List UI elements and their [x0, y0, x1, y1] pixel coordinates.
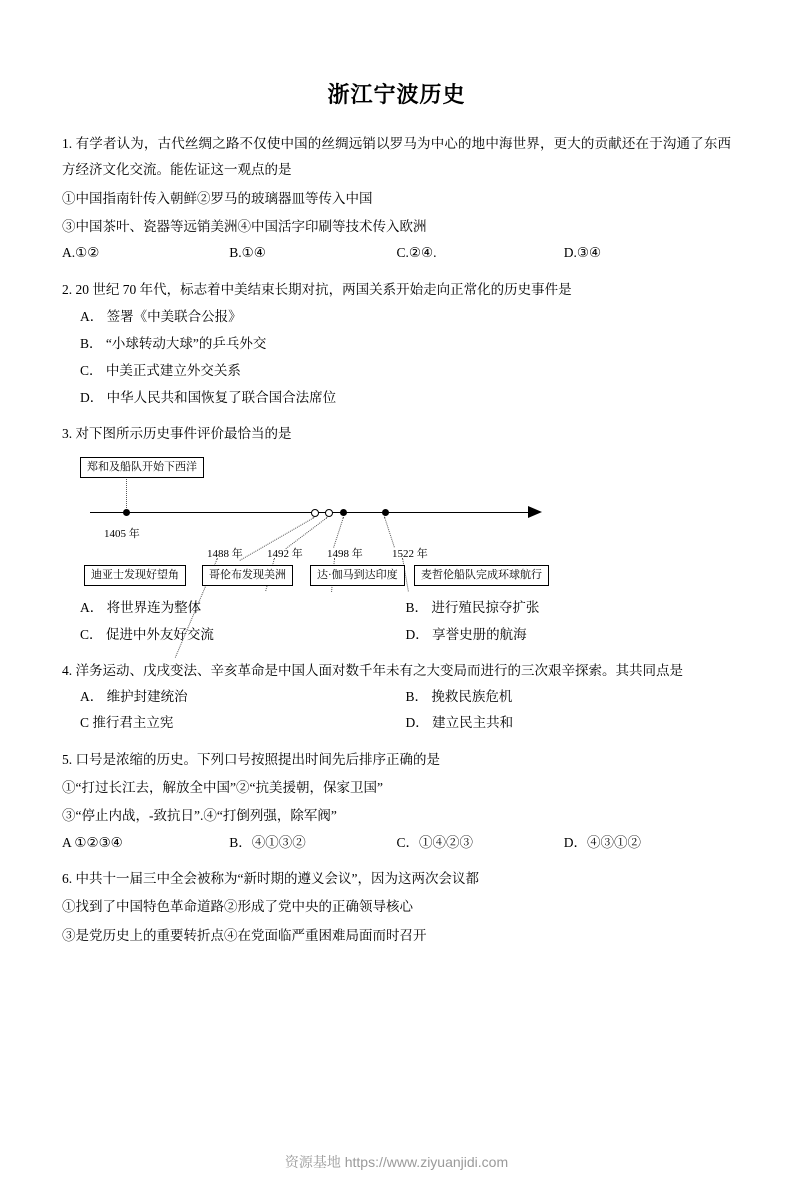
timeline-bottom-box-1: 迪亚士发现好望角: [84, 565, 186, 586]
question-6: [62, 866, 731, 949]
question-6-subline-1: ①找到了中国特色革命道路②形成了党中央的正确领导核心: [62, 899, 413, 915]
question-1-option-b[interactable]: B.①④: [229, 245, 266, 261]
timeline-figure: [62, 457, 731, 589]
timeline-dot-1405: [123, 509, 130, 516]
question-6-text: 中共十一届三中全会被称为“新时期的遵义会议”，因为这两次会议都: [75, 871, 479, 886]
question-2-stem: [62, 277, 731, 303]
question-2-number: 2.: [62, 281, 73, 297]
question-3-options-row-2: [62, 622, 731, 648]
timeline-axis: [90, 512, 530, 513]
question-1-number: 1.: [62, 136, 73, 151]
question-5-option-d[interactable]: D．④③①②: [563, 834, 641, 850]
question-4-option-a[interactable]: A． 维护封建统治: [80, 689, 188, 705]
question-1: [62, 131, 731, 267]
timeline-year-1488: 1488 年: [207, 548, 243, 561]
timeline-bottom-box-2: 哥伦布发现美洲: [202, 565, 293, 586]
question-1-options: [62, 240, 731, 266]
question-3-option-b[interactable]: B． 进行殖民掠夺扩张: [405, 600, 540, 616]
question-1-stem: [62, 131, 731, 184]
timeline-leader-1522: [383, 517, 395, 548]
question-6-stem: [62, 866, 731, 892]
timeline-arrow-icon: [528, 506, 542, 518]
timeline-top-box: 郑和及船队开始下西洋: [80, 457, 204, 478]
question-3-option-c[interactable]: C． 促进中外友好交流: [80, 626, 214, 642]
question-4: [62, 658, 731, 737]
question-4-text: 洋务运动、戊戌变法、辛亥革命是中国人面对数千年未有之大变局而进行的三次艰辛探索。其共同点是: [75, 662, 683, 678]
question-2-option-d[interactable]: D． 中华人民共和国恢复了联合国合法席位: [80, 389, 337, 405]
question-4-options-row-2: [62, 710, 731, 736]
timeline-dot-1498: [340, 509, 347, 516]
timeline-year-1522: 1522 年: [392, 548, 428, 561]
timeline-year-1498: 1498 年: [327, 548, 363, 561]
question-1-option-a[interactable]: A.①②: [62, 245, 100, 261]
timeline-dot-1522: [382, 509, 389, 516]
question-1-option-d[interactable]: D.③④: [563, 245, 602, 261]
question-4-option-d[interactable]: D． 建立民主共和: [405, 715, 514, 731]
timeline-year-1405: 1405 年: [104, 528, 140, 541]
timeline-bottom-box-3: 达·伽马到达印度: [310, 565, 405, 586]
timeline-year-1492: 1492 年: [267, 548, 303, 561]
question-2-option-a[interactable]: A． 签署《中美联合公报》: [80, 308, 242, 324]
question-5: [62, 747, 731, 856]
question-5-options: [62, 830, 731, 856]
question-2-option-b[interactable]: B． “小球转动大球”的乒乓外交: [80, 335, 267, 351]
timeline-leader-top: [126, 479, 127, 512]
watermark: 资源基地 https://www.ziyuanjidi.com: [284, 1154, 509, 1170]
question-5-stem: [62, 747, 731, 773]
question-5-number: 5.: [62, 751, 73, 767]
question-3: [62, 421, 731, 648]
timeline-leader-1498: [332, 517, 344, 548]
question-4-stem: [62, 658, 731, 684]
question-5-option-b[interactable]: B．④①③②: [229, 834, 306, 850]
question-5-option-c[interactable]: C．①④②③: [396, 834, 474, 850]
question-2-text: 20 世纪 70 年代，标志着中美结束长期对抗，两国关系开始走向正常化的历史事件是: [75, 281, 572, 297]
document-page: [0, 78, 793, 1200]
question-4-option-b[interactable]: B． 挽救民族危机: [405, 689, 513, 705]
timeline-bottom-box-4: 麦哲伦船队完成环球航行: [414, 565, 549, 586]
question-3-number: 3.: [62, 425, 73, 441]
page-title: 浙江宁波历史: [327, 82, 466, 107]
question-2: [62, 277, 731, 411]
question-3-option-a[interactable]: A． 将世界连为整体: [80, 600, 202, 616]
question-1-text: 有学者认为，古代丝绸之路不仅使中国的丝绸远销以罗马为中心的地中海世界，更大的贡献还在于沟通了东西方经济文化交流。能佐证这一观点的是: [62, 136, 731, 178]
question-4-option-c[interactable]: C 推行君主立宪: [80, 715, 174, 731]
question-3-text: 对下图所示历史事件评价最恰当的是: [75, 425, 292, 441]
question-4-options-row-1: [62, 684, 731, 710]
question-5-subline-2: ③“停止内战，-致抗日”.④“打倒列强，除军阀”: [62, 808, 337, 824]
question-3-option-d[interactable]: D． 享誉史册的航海: [405, 626, 527, 642]
question-5-option-a[interactable]: A ①②③④: [62, 834, 123, 850]
question-3-options-row-1: [62, 595, 731, 621]
question-1-subline-2: ③中国茶叶、瓷器等远销美洲④中国活字印刷等技术传入欧洲: [62, 218, 427, 234]
question-5-text: 口号是浓缩的历史。下列口号按照提出时间先后排序正确的是: [75, 751, 440, 767]
question-4-number: 4.: [62, 662, 73, 678]
question-5-subline-1: ①“打过长江去，解放全中国”②“抗美援朝，保家卫国”: [62, 780, 383, 796]
question-3-stem: [62, 421, 731, 447]
question-2-option-c[interactable]: C． 中美正式建立外交关系: [80, 362, 241, 378]
question-6-number: 6.: [62, 871, 73, 886]
question-2-options: [62, 303, 731, 411]
question-1-option-c[interactable]: C.②④.: [396, 245, 437, 261]
question-1-subline-1: ①中国指南针传入朝鲜②罗马的玻璃器皿等传入中国: [62, 190, 373, 206]
question-6-subline-2: ③是党历史上的重要转折点④在党面临严重困难局面而时召开: [62, 927, 427, 943]
